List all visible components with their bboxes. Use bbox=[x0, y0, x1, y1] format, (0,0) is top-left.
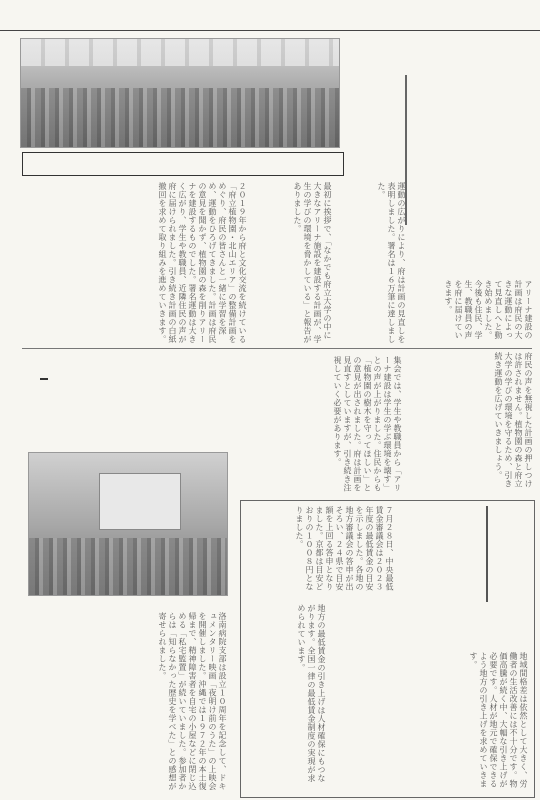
event-title-box bbox=[22, 152, 344, 176]
meeting-photo bbox=[20, 38, 340, 148]
wage-body-upper: ７月２８日、中央最低賃金審議会は２０２３年度の最低賃金の目安を示しました。各地の地方審議会の答申が出そろい、２４県で目安額を上回る答申となりました。京都は目安どおりの１００８円となりました。 bbox=[295, 506, 394, 591]
article-body-mid: 最初に挨拶で、「なかでも府立大学の中に大きなアリーナ施設を建設する計画が、学生の学びの環境を脅かしている」と報告がありました。 bbox=[293, 182, 332, 344]
article-body-right: 運動の広がりにより、府は計画の見直しを表明しました。署名は１６万筆に達しました。 bbox=[377, 182, 406, 344]
screen bbox=[99, 473, 181, 530]
okinawa-headline-b bbox=[40, 378, 48, 380]
article-body-right-lower: 府民の声を無視した計画の押しつけは許されません。植物園の森と府立大学の学びの環境を守るため、引き続き運動を広げていきましょう。 bbox=[494, 352, 533, 488]
wage-body-lower-right: 地域間格差は依然として大きく、労働者の生活改善には不十分です。物価高騰が続く中、大幅な引き上げが必要です。人材が地元で確保できるよう地方の引き上げを求めていきます。 bbox=[469, 652, 528, 788]
wage-body-lower-left: 地方の最低賃金の引き上げは人材確保にもつながります。全国一律の最低賃金制度の実現が求められています。 bbox=[297, 604, 326, 783]
section-divider bbox=[22, 348, 532, 349]
screening-photo bbox=[28, 452, 228, 596]
lead-paragraph bbox=[345, 45, 403, 155]
wage-tag bbox=[486, 506, 488, 602]
article-body-center-lower: 集会では、学生や教職員から「アリーナ建設は学生の学ぶ環境を壊す」との声が上がりました。住民からも「植物園の樹木を守ってほしい」との意見が出されました。府は計画を見直すとしていますが、引き続き注視していく必要があります。 bbox=[333, 356, 402, 492]
article-body-left: ２０１９年から府と文化交流を続けている「府立植物園・北山エリア」の整備計画をめぐり、府民の皆さんと一緒に学習を深め、運動をひろげてきました。計画は府民の意見を聞かず、植物園の森を削りアリーナを建設するものでした。署名運動は大きく広がり、学生や教職員、近隣住民の声が府に届けられました。引き続き計画の白紙撤回を求めて取り組みを進めていきます。 bbox=[158, 182, 247, 344]
article-body-far-right: アリーナ建設の計画は府民の大きな運動によって見直しへと動き始めました。今後も住民、学生、教職員の声を府に届けていきます。 bbox=[444, 280, 533, 340]
okinawa-body-left: 洛南病院支部は設立１０周年を記念して、ドキュメンタリー映画「夜明け前のうた」の上映会を開催しました。沖縄では１９７２年の本土復帰まで、精神障害者を自宅の小屋などに閉じ込める「私宅監置」が続いていました。参加者からは「知らなかった歴史を学べた」との感想が寄せられました。 bbox=[158, 612, 227, 791]
page-header bbox=[0, 0, 540, 31]
